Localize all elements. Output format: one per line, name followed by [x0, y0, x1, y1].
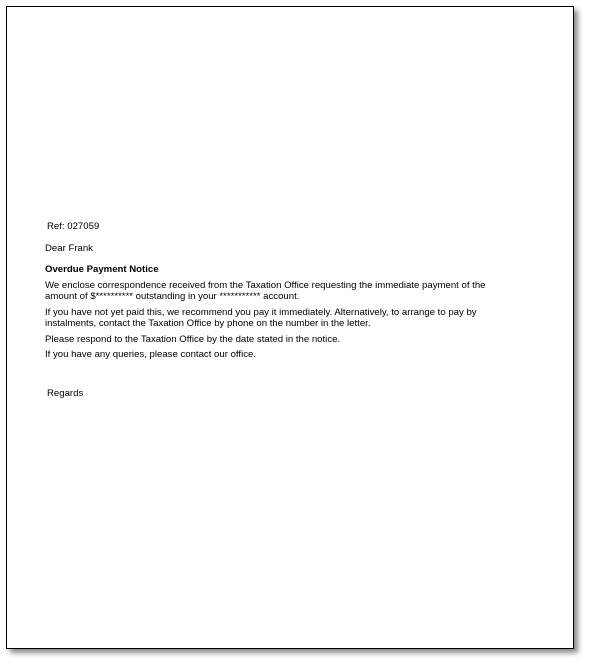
reference-number: Ref: 027059 — [47, 221, 100, 232]
document-page — [6, 6, 574, 649]
paragraph-queries: If you have any queries, please contact our office. — [45, 349, 257, 360]
letter-body — [45, 221, 515, 399]
salutation: Dear Frank — [45, 242, 93, 254]
paragraph-payment-options: If you have not yet paid this, we recommend you pay it immediately. Alternatively, to arrange to pay by instalments, contact the Taxation Office by phone on the number in the letter. — [45, 306, 477, 329]
paragraph-respond: Please respond to the Taxation Office by the date stated in the notice. — [45, 333, 341, 345]
closing: Regards — [47, 387, 84, 399]
paragraph-correspondence: We enclose correspondence received from the Taxation Office requesting the immediate payment of the amount of $********** outstanding in your *********** account. — [45, 279, 486, 302]
letter-subject: Overdue Payment Notice — [45, 264, 159, 275]
